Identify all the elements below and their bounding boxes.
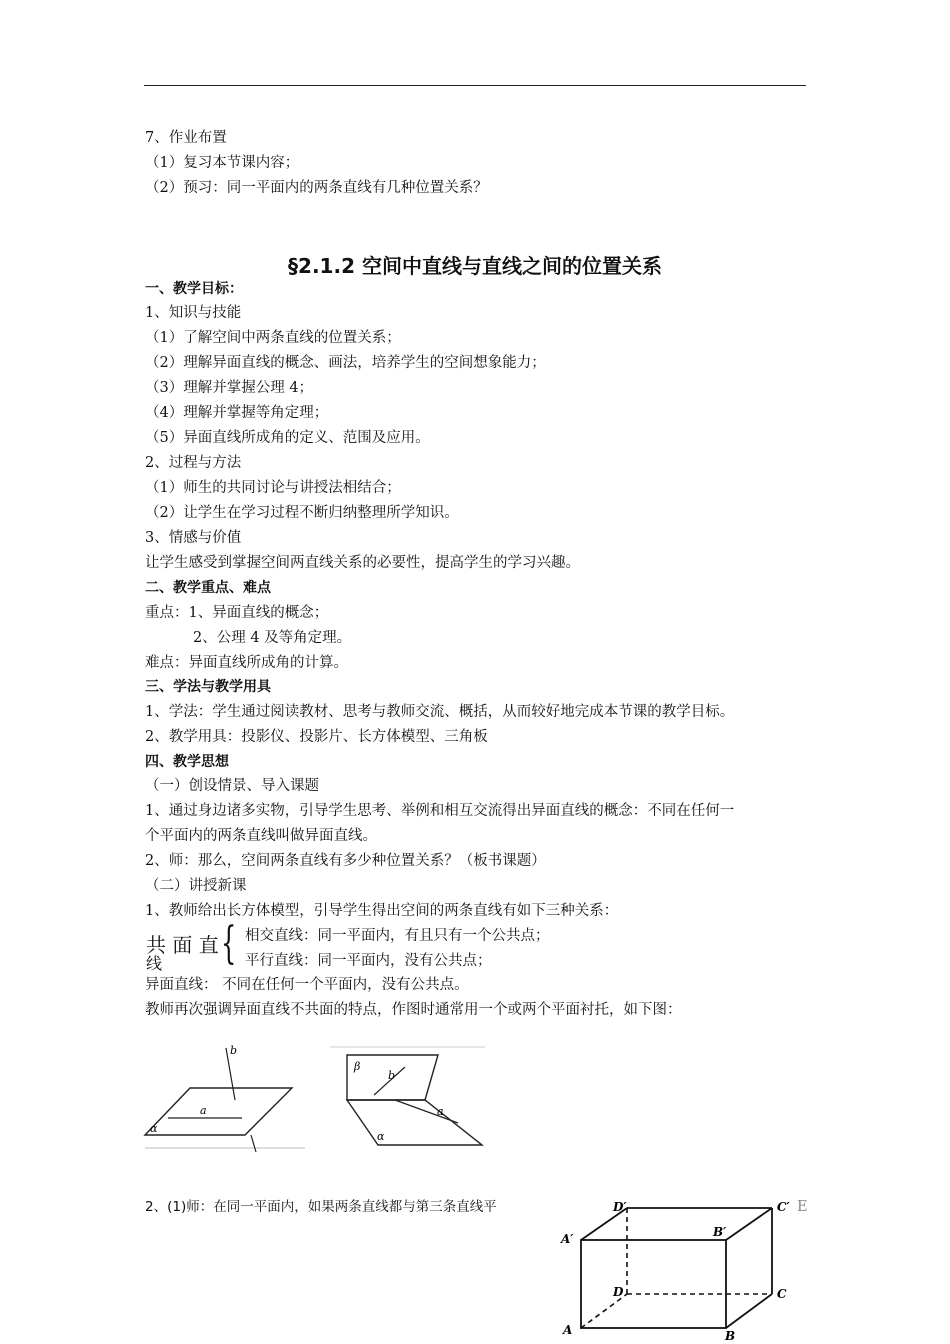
- homework-item-1: （1）复习本节课内容；: [145, 155, 300, 171]
- sub1-item-1: （1）了解空间中两条直线的位置关系；: [145, 330, 401, 346]
- page-title: §2.1.2 空间中直线与直线之间的位置关系: [288, 254, 662, 278]
- key-point-2: 2、公理 4 及等角定理。: [193, 630, 352, 646]
- section4-p1-line1: 1、通过身边诸多实物，引导学生思考、举例和相互交流得出异面直线的概念：不同在任何一: [145, 803, 735, 819]
- sub1-item-3: （3）理解并掌握公理 4；: [145, 380, 314, 396]
- section1-sub3: 3、情感与价值: [145, 530, 242, 546]
- cube-label-A1: A′: [561, 1232, 574, 1246]
- section4-p2: 2、师：那么，空间两条直线有多少种位置关系？（板书课题）: [145, 853, 546, 869]
- section3-item-2: 2、教学用具：投影仪、投影片、长方体模型、三角板: [145, 729, 488, 745]
- sub1-item-5: （5）异面直线所成角的定义、范围及应用。: [145, 430, 430, 446]
- homework-item-2: （2）预习：同一平面内的两条直线有几种位置关系？: [145, 180, 488, 196]
- sub2-item-2: （2）让学生在学习过程不断归纳整理所学知识。: [145, 505, 459, 521]
- section4-part2: （二）讲授新课: [145, 878, 247, 894]
- cube-label-B: B: [725, 1329, 736, 1343]
- section1-sub2: 2、过程与方法: [145, 455, 242, 471]
- intersect-line: 相交直线：同一平面内，有且只有一个公共点；: [245, 928, 550, 944]
- section1-heading: 一、教学目标：: [145, 281, 243, 297]
- sub1-item-4: （4）理解并掌握等角定理；: [145, 405, 329, 421]
- fig2-label-alpha: α: [377, 1130, 385, 1143]
- coplanar-label: 共 面 直: [146, 933, 219, 957]
- cube-label-D: D: [613, 1285, 624, 1299]
- cube-label-C1: C′: [777, 1200, 790, 1214]
- brace-symbol: {: [221, 918, 237, 969]
- sub3-text: 让学生感受到掌握空间两直线关系的必要性，提高学生的学习兴趣。: [145, 555, 580, 571]
- section4-p5: 2、(1)师：在同一平面内，如果两条直线都与第三条直线平: [145, 1199, 497, 1215]
- section4-part1: （一）创设情景、导入课题: [145, 778, 319, 794]
- coplanar-label-2: 线: [146, 954, 163, 973]
- section3-heading: 三、学法与教学用具: [145, 679, 271, 695]
- parallel-line: 平行直线：同一平面内，没有公共点；: [245, 953, 492, 969]
- fig2-label-b: b: [388, 1069, 396, 1082]
- cube-label-D1: D′: [613, 1200, 627, 1214]
- sub2-item-1: （1）师生的共同讨论与讲授法相结合；: [145, 480, 401, 496]
- section4-p5-tail: E: [797, 1199, 808, 1215]
- section4-p3: 1、教师给出长方体模型，引导学生得出空间的两条直线有如下三种关系：: [145, 903, 619, 919]
- fig1-label-a: a: [200, 1104, 207, 1117]
- cube-label-C: C: [777, 1287, 787, 1301]
- skew-line: 异面直线： 不同在任何一个平面内，没有公共点。: [145, 977, 469, 993]
- section3-item-1: 1、学法：学生通过阅读教材、思考与教师交流、概括，从而较好地完成本节课的教学目标。: [145, 704, 735, 720]
- section4-p1-line2: 个平面内的两条直线叫做异面直线。: [145, 828, 377, 844]
- cube-label-A: A: [563, 1323, 573, 1337]
- section4-p4: 教师再次强调异面直线不共面的特点，作图时通常用一个或两个平面衬托，如下图：: [145, 1002, 682, 1018]
- key-point-1: 重点：1、异面直线的概念；: [145, 605, 329, 621]
- fig2-label-beta: β: [354, 1060, 361, 1073]
- homework-heading: 7、作业布置: [145, 130, 227, 146]
- figure-skew-lines-two-planes: [330, 1045, 490, 1155]
- fig2-label-a: a: [437, 1105, 444, 1118]
- figure-cuboid: [555, 1198, 800, 1344]
- header-rule: [144, 85, 806, 86]
- difficult-point: 难点：异面直线所成角的计算。: [145, 655, 348, 671]
- figure-skew-lines-one-plane: [140, 1040, 310, 1155]
- sub1-item-2: （2）理解异面直线的概念、画法，培养学生的空间想象能力；: [145, 355, 546, 371]
- fig1-label-b: b: [230, 1044, 238, 1057]
- section1-sub1: 1、知识与技能: [145, 305, 242, 321]
- cube-label-B1: B′: [713, 1225, 727, 1239]
- fig1-label-alpha: α: [150, 1122, 158, 1135]
- section2-heading: 二、教学重点、难点: [145, 580, 271, 596]
- section4-heading: 四、教学思想: [145, 754, 229, 770]
